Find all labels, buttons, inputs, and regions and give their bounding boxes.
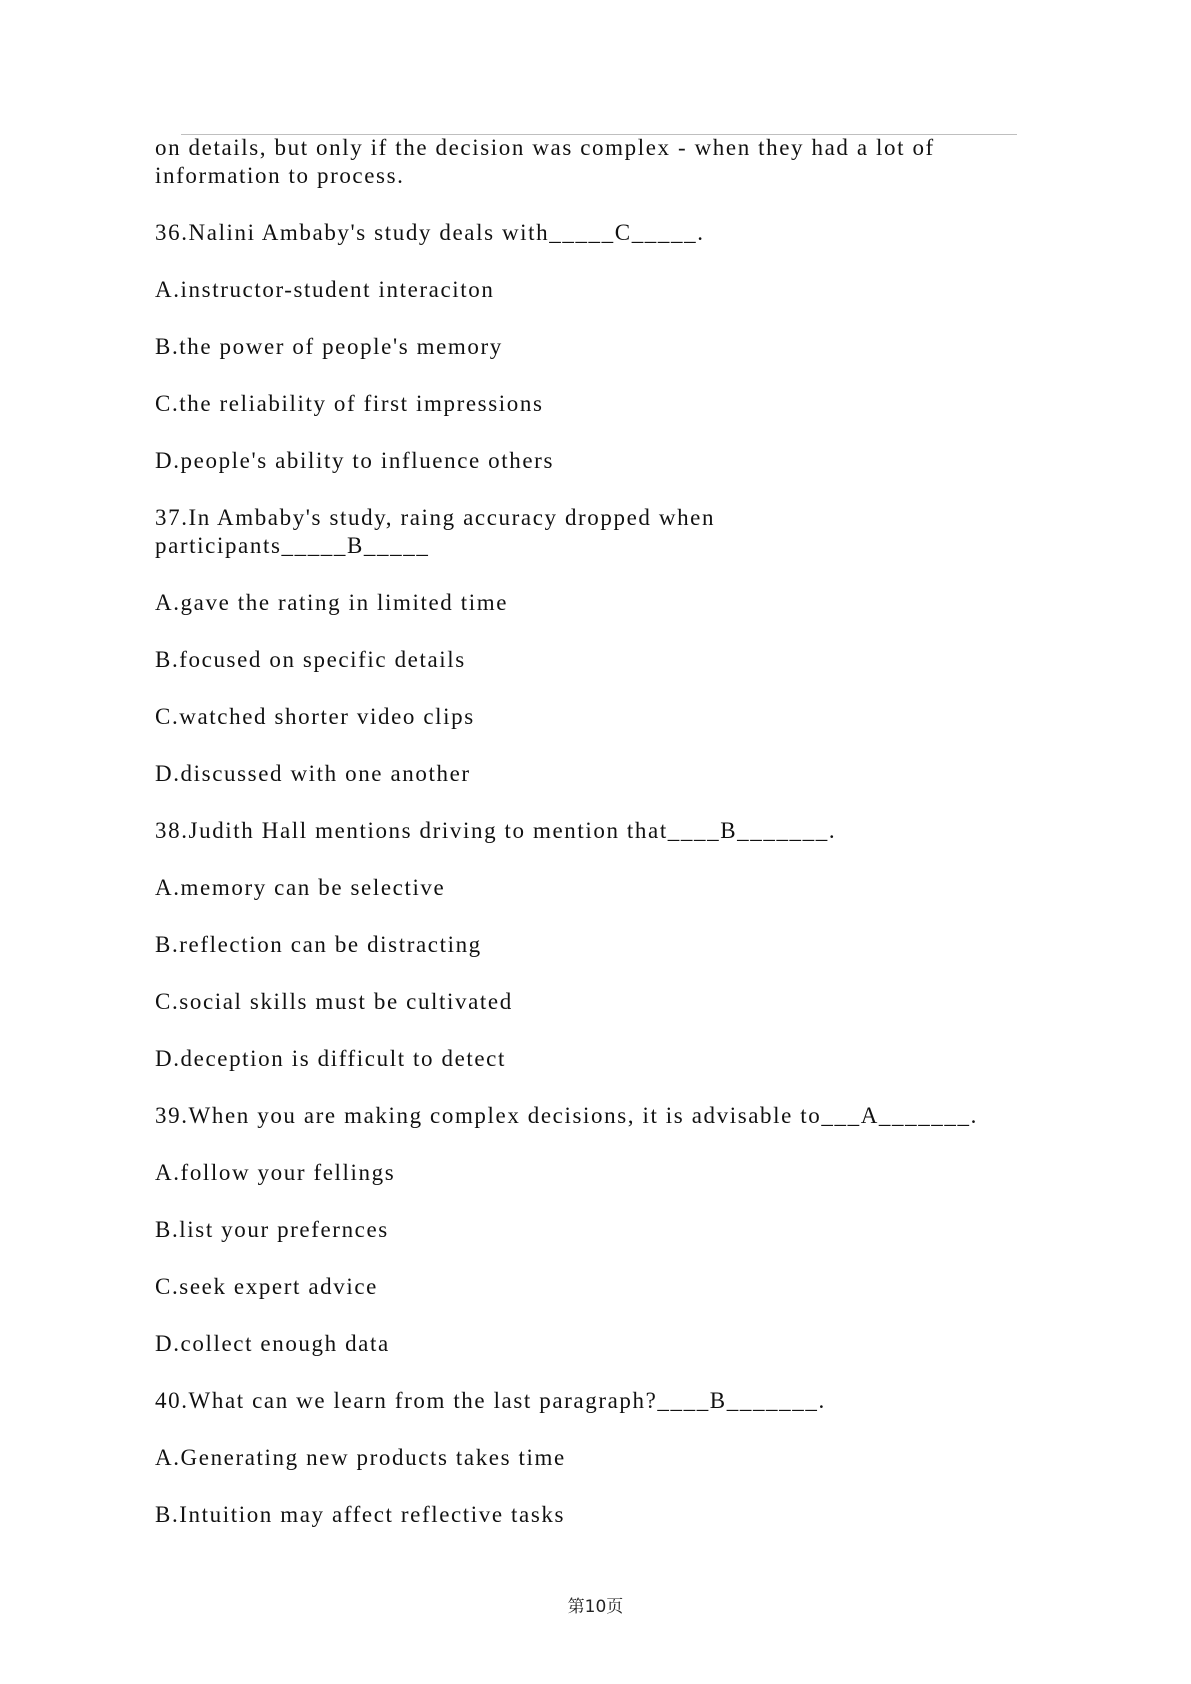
question-39-option-c: C.seek expert advice (155, 1274, 378, 1299)
question-38-option-d: D.deception is difficult to detect (155, 1046, 506, 1071)
question-37-option-d: D.discussed with one another (155, 761, 471, 786)
question-37-stem (155, 504, 1055, 560)
question-37-option-b: B.focused on specific details (155, 647, 466, 672)
intro-line-1: on details, but only if the decision was complex - when they had a lot of (155, 135, 935, 160)
question-37-stem-line-1: 37.In Ambaby's study, raing accuracy dropped when (155, 505, 716, 530)
question-37-option-c: C.watched shorter video clips (155, 704, 475, 729)
question-38-option-a: A.memory can be selective (155, 875, 446, 900)
question-37-option-a: A.gave the rating in limited time (155, 590, 509, 615)
question-36-option-a: A.instructor-student interaciton (155, 277, 495, 302)
question-40-option-a: A.Generating new products takes time (155, 1445, 566, 1470)
question-39-option-b: B.list your prefernces (155, 1217, 389, 1242)
question-39-stem: 39.When you are making complex decisions, it is advisable to___A_______. (155, 1103, 978, 1128)
question-36-option-c: C.the reliability of first impressions (155, 391, 544, 416)
question-37-stem-line-2: participants_____B_____ (155, 533, 430, 558)
question-40-option-b: B.Intuition may affect reflective tasks (155, 1502, 566, 1527)
question-38-stem: 38.Judith Hall mentions driving to mention that____B_______. (155, 818, 837, 843)
question-38-option-c: C.social skills must be cultivated (155, 989, 513, 1014)
question-39-option-d: D.collect enough data (155, 1331, 390, 1356)
page-number: 第10页 (567, 1597, 624, 1617)
question-36-stem: 36.Nalini Ambaby's study deals with_____C_____. (155, 220, 705, 245)
document-body (155, 134, 1055, 1558)
question-38-option-b: B.reflection can be distracting (155, 932, 482, 957)
question-36-option-b: B.the power of people's memory (155, 334, 503, 359)
intro-paragraph (155, 134, 1055, 190)
intro-line-2: information to process. (155, 163, 405, 188)
question-40-stem: 40.What can we learn from the last paragraph?____B_______. (155, 1388, 826, 1413)
question-36-option-d: D.people's ability to influence others (155, 448, 554, 473)
question-39-option-a: A.follow your fellings (155, 1160, 396, 1185)
